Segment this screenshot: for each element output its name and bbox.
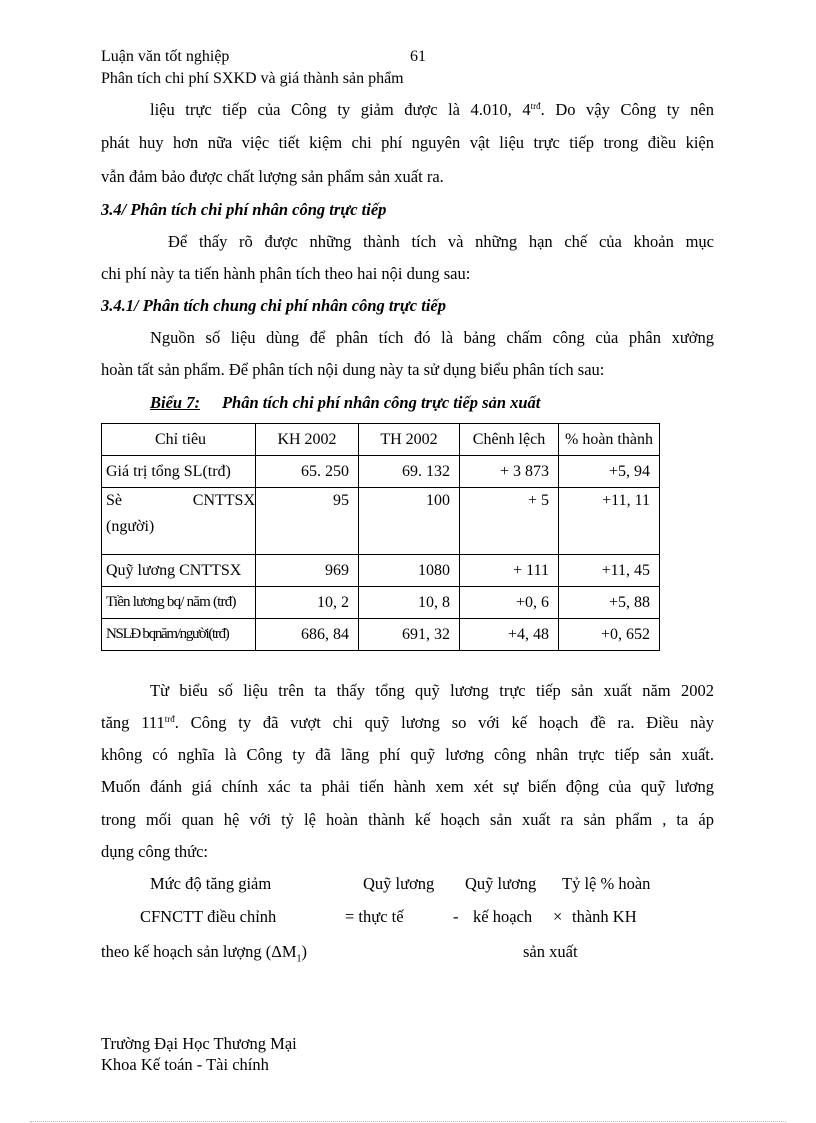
para4-line6: dụng công thức:	[101, 842, 209, 861]
formula-term: Quỹ lương	[363, 874, 435, 893]
para4-line4: Muốn đánh giá chính xác ta phải tiến hành xem xét sự biến động của quỹ lương	[101, 777, 714, 796]
formula-operator: ×	[553, 907, 563, 926]
header-cell: % hoàn thành	[559, 424, 660, 456]
table-row	[102, 555, 660, 587]
para1-line1: liệu trực tiếp của Công ty giảm được là 4.010, $4^{trđ}$. Do vậy Công ty nên	[150, 100, 714, 119]
row-label: Giá trị tổng SL(trđ)	[102, 456, 256, 488]
formula-term: = thực tế	[345, 907, 404, 926]
section-heading-3-4: 3.4/ Phân tích chi phí nhân công trực tiếp	[101, 200, 387, 219]
formula-term: Quỹ lương	[465, 874, 537, 893]
table-row	[102, 456, 660, 488]
cell-kh: 10, 2	[256, 587, 359, 619]
cell-diff: + 111	[460, 555, 559, 587]
table-row	[102, 488, 660, 555]
cell-pct: +11, 45	[559, 555, 660, 587]
table-caption-title: Phân tích chi phí nhân công trực tiếp sản xuất	[221, 393, 541, 412]
cell-th: 10, 8	[359, 587, 460, 619]
para3-line2: hoàn tất sản phẩm. Để phân tích nội dung này ta sử dụng biểu phân tích sau:	[101, 360, 605, 379]
cell-th: 100	[359, 488, 460, 555]
para2-line1: Để thấy rõ được những thành tích và những hạn chế của khoản mục	[168, 232, 714, 251]
formula-operator: -	[453, 907, 459, 926]
cell-diff: +4, 48	[460, 619, 559, 651]
header-cell: TH 2002	[359, 424, 460, 456]
table-row	[102, 619, 660, 651]
section-heading-3-4-1: 3.4.1/ Phân tích chung chi phí nhân công trực tiếp	[101, 296, 446, 315]
row-label: Sè CNTTSX (người)	[102, 488, 256, 555]
formula-term: thành KH	[572, 907, 637, 926]
para4-line2: tăng $111^{trđ}$. Công ty đã vượt chi quỹ lương so với kế hoạch đề ra. Điều này	[101, 713, 714, 732]
para3-line1: Nguồn số liệu dùng để phân tích đó là bảng chấm công của phân xưởng	[150, 328, 714, 347]
header-cell: KH 2002	[256, 424, 359, 456]
cell-pct: +5, 94	[559, 456, 660, 488]
para1-line3: vẫn đảm bảo được chất lượng sản phẩm sản xuất ra.	[101, 167, 444, 186]
table-row	[102, 587, 660, 619]
cell-diff: +0, 6	[460, 587, 559, 619]
cell-pct: +0, 652	[559, 619, 660, 651]
cell-kh: 65. 250	[256, 456, 359, 488]
row-label: NSLĐ bqnăm/người(trđ)	[102, 619, 256, 651]
para1-line2: phát huy hơn nữa việc tiết kiệm chi phí nguyên vật liệu trực tiếp trong điều kiện	[101, 133, 714, 152]
header-doc-type: Luận văn tốt nghiệp	[101, 48, 230, 65]
cell-diff: + 5	[460, 488, 559, 555]
footer-faculty: Khoa Kế toán - Tài chính	[101, 1055, 269, 1074]
para4-line1: Từ biểu số liệu trên ta thấy tổng quỹ lương trực tiếp sản xuất năm 2002	[150, 681, 714, 700]
row-label: Quỹ lương CNTTSX	[102, 555, 256, 587]
row-label: Tiền lương bq/ năm (trđ)	[102, 587, 256, 619]
page-number: 61	[410, 48, 426, 65]
para2-line2: chi phí này ta tiến hành phân tích theo hai nội dung sau:	[101, 264, 471, 283]
cell-diff: + 3 873	[460, 456, 559, 488]
formula-term: sản xuất	[523, 942, 578, 961]
cell-th: 1080	[359, 555, 460, 587]
header-cell: Chênh lệch	[460, 424, 559, 456]
header-subtitle: Phân tích chi phí SXKD và giá thành sản phẩm	[101, 70, 404, 87]
table-header-row	[102, 424, 660, 456]
formula-term: CFNCTT điều chỉnh	[140, 907, 277, 926]
cell-th: 69. 132	[359, 456, 460, 488]
labor-cost-table	[101, 423, 660, 651]
table-caption	[150, 393, 540, 413]
formula-term: Tỷ lệ % hoàn	[562, 874, 651, 893]
cell-kh: 969	[256, 555, 359, 587]
formula-term: theo kế hoạch sản lượng $(\Delta M_1)$	[101, 942, 308, 965]
cell-kh: 95	[256, 488, 359, 555]
para4-line5: trong mối quan hệ với tỷ lệ hoàn thành kế hoạch sản xuất ra sản phẩm , ta áp	[101, 810, 714, 829]
header-cell: Chỉ tiêu	[102, 424, 256, 456]
cell-pct: +5, 88	[559, 587, 660, 619]
cell-kh: 686, 84	[256, 619, 359, 651]
page-bottom-divider	[30, 1121, 786, 1122]
footer-school: Trường Đại Học Thương Mại	[101, 1034, 297, 1053]
formula-term: Mức độ tăng giảm	[150, 874, 272, 893]
cell-pct: +11, 11	[559, 488, 660, 555]
table-caption-label: Biểu 7:	[150, 393, 200, 412]
cell-th: 691, 32	[359, 619, 460, 651]
para4-line3: không có nghĩa là Công ty đã lãng phí quỹ lương công nhân trực tiếp sản xuất.	[101, 745, 714, 764]
formula-term: kế hoạch	[473, 907, 533, 926]
